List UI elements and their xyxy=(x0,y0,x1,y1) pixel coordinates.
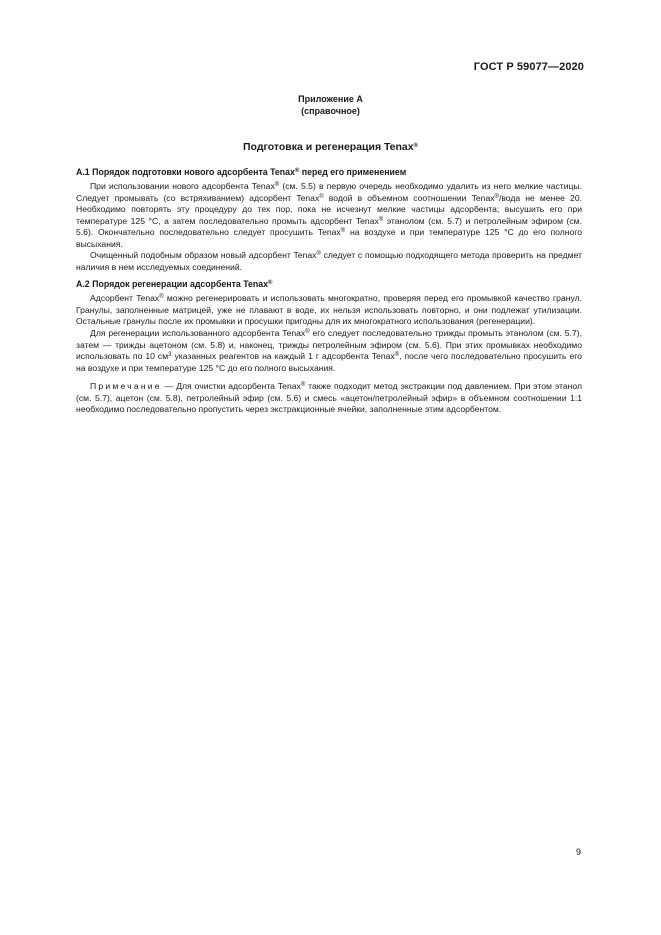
note-paragraph xyxy=(76,381,582,416)
text-run: можно регенерировать и использовать многократно, проверяя перед его промывкой качество гранул. Гранулы, заполненные матрицей, уже не плавают в воде, их нельзя использовать повторно, и они подлежат утилизации. Остальные гранулы после их промывки и просушки пригодны для их многократного использования (регенерации). xyxy=(76,293,582,327)
text-run: Для регенерации использованного адсорбента Tenax xyxy=(90,328,306,339)
text-run: (см. 5.5) в первую очередь необходимо удалить из него мелкие частицы. Следует промывать (со встряхиванием) адсорбент Tenax xyxy=(76,181,582,203)
page-number: 9 xyxy=(575,847,581,857)
text-run: Для очистки адсорбента Tenax xyxy=(176,381,301,392)
registered-mark: ® xyxy=(294,168,300,174)
superscript-mark: ® xyxy=(300,382,306,389)
appendix-title: Приложение А xyxy=(298,94,363,104)
text-run: этанолом (см. 5.7) и петролейным эфиром (см. 5.6). Окончательно последовательно следует просушить Tenax xyxy=(76,215,582,238)
text-run: , после чего последовательно просушить его на воздухе и при температуре 125 °C до его полного высыхания. xyxy=(76,351,582,373)
main-title-text: Подготовка и регенерация Tenax xyxy=(243,141,414,153)
section-a1-heading xyxy=(76,166,582,178)
superscript-mark: ® xyxy=(319,193,324,200)
text-run: При использовании нового адсорбента Tenax xyxy=(90,181,275,191)
superscript-mark: ® xyxy=(340,228,346,235)
paragraph xyxy=(76,181,582,250)
paragraph xyxy=(76,250,582,273)
main-title xyxy=(0,141,661,153)
text-run: /вода не менее 20. Необходимо повторять эту процедуру до тех пор, пока не исчезнут мелкие частицы адсорбента; высушить его при температуре 125 °C, а затем последовательно промыть адсорбент Tenax xyxy=(76,192,582,226)
text-run: указанных реагентов на каждый 1 г адсорбента Tenax xyxy=(171,351,395,362)
superscript-mark: ® xyxy=(394,352,400,359)
section-a2-heading xyxy=(76,278,582,290)
text-run: следует с помощью подходящего метода проверить на предмет наличия в нем исследуемых соединений. xyxy=(76,250,582,272)
appendix-block xyxy=(0,93,661,117)
text-run: — xyxy=(161,381,177,392)
registered-mark: ® xyxy=(413,143,418,149)
document-body xyxy=(76,166,582,416)
text-run: на воздухе и при температуре 125 °C до его полного высыхания. xyxy=(76,227,582,249)
superscript-mark: ® xyxy=(159,294,164,301)
registered-mark: ® xyxy=(268,280,273,287)
superscript-mark: ® xyxy=(494,193,499,200)
note-label: Примечание xyxy=(90,381,162,392)
superscript-mark: ® xyxy=(378,216,384,223)
paragraph xyxy=(76,293,582,328)
text-run: водой в объемном соотношении Tenax xyxy=(323,192,495,203)
text-run: Очищенный подобным образом новый адсорбент Tenax xyxy=(90,250,317,261)
heading-text: А.2 Порядок регенерации адсорбента Tenax xyxy=(76,279,269,290)
heading-text: А.1 Порядок подготовки нового адсорбента Tenax xyxy=(76,167,295,177)
paragraph xyxy=(76,328,582,374)
document-code: ГОСТ Р 59077—2020 xyxy=(473,61,584,73)
superscript-mark: ® xyxy=(316,251,321,258)
superscript-mark: ® xyxy=(305,329,310,336)
text-run: также подходит метод экстракции под давлением. При этом этанол (см. 5.7), ацетон (см. 5.8), петролейный эфир (см. 5.6) и смесь «ацетон/петролейный эфир» в объемном соотношении 1:1 необходимо последовательно пропустить через экстракционные ячейки, заполненные этим адсорбентом. xyxy=(76,381,583,415)
text-run: Адсорбент Tenax xyxy=(90,293,160,304)
appendix-subtitle: (справочное) xyxy=(301,106,360,116)
superscript-mark: 3 xyxy=(168,352,172,359)
text-run: его следует последовательно трижды промыть этанолом (см. 5.7), затем — трижды ацетоном (см. 5.8) и, наконец, трижды петролейным эфиром (см. 5.6). При этих промывках необходимо использовать по 10 см xyxy=(76,328,582,362)
heading-text: перед его применением xyxy=(299,167,407,177)
superscript-mark: ® xyxy=(274,182,280,188)
